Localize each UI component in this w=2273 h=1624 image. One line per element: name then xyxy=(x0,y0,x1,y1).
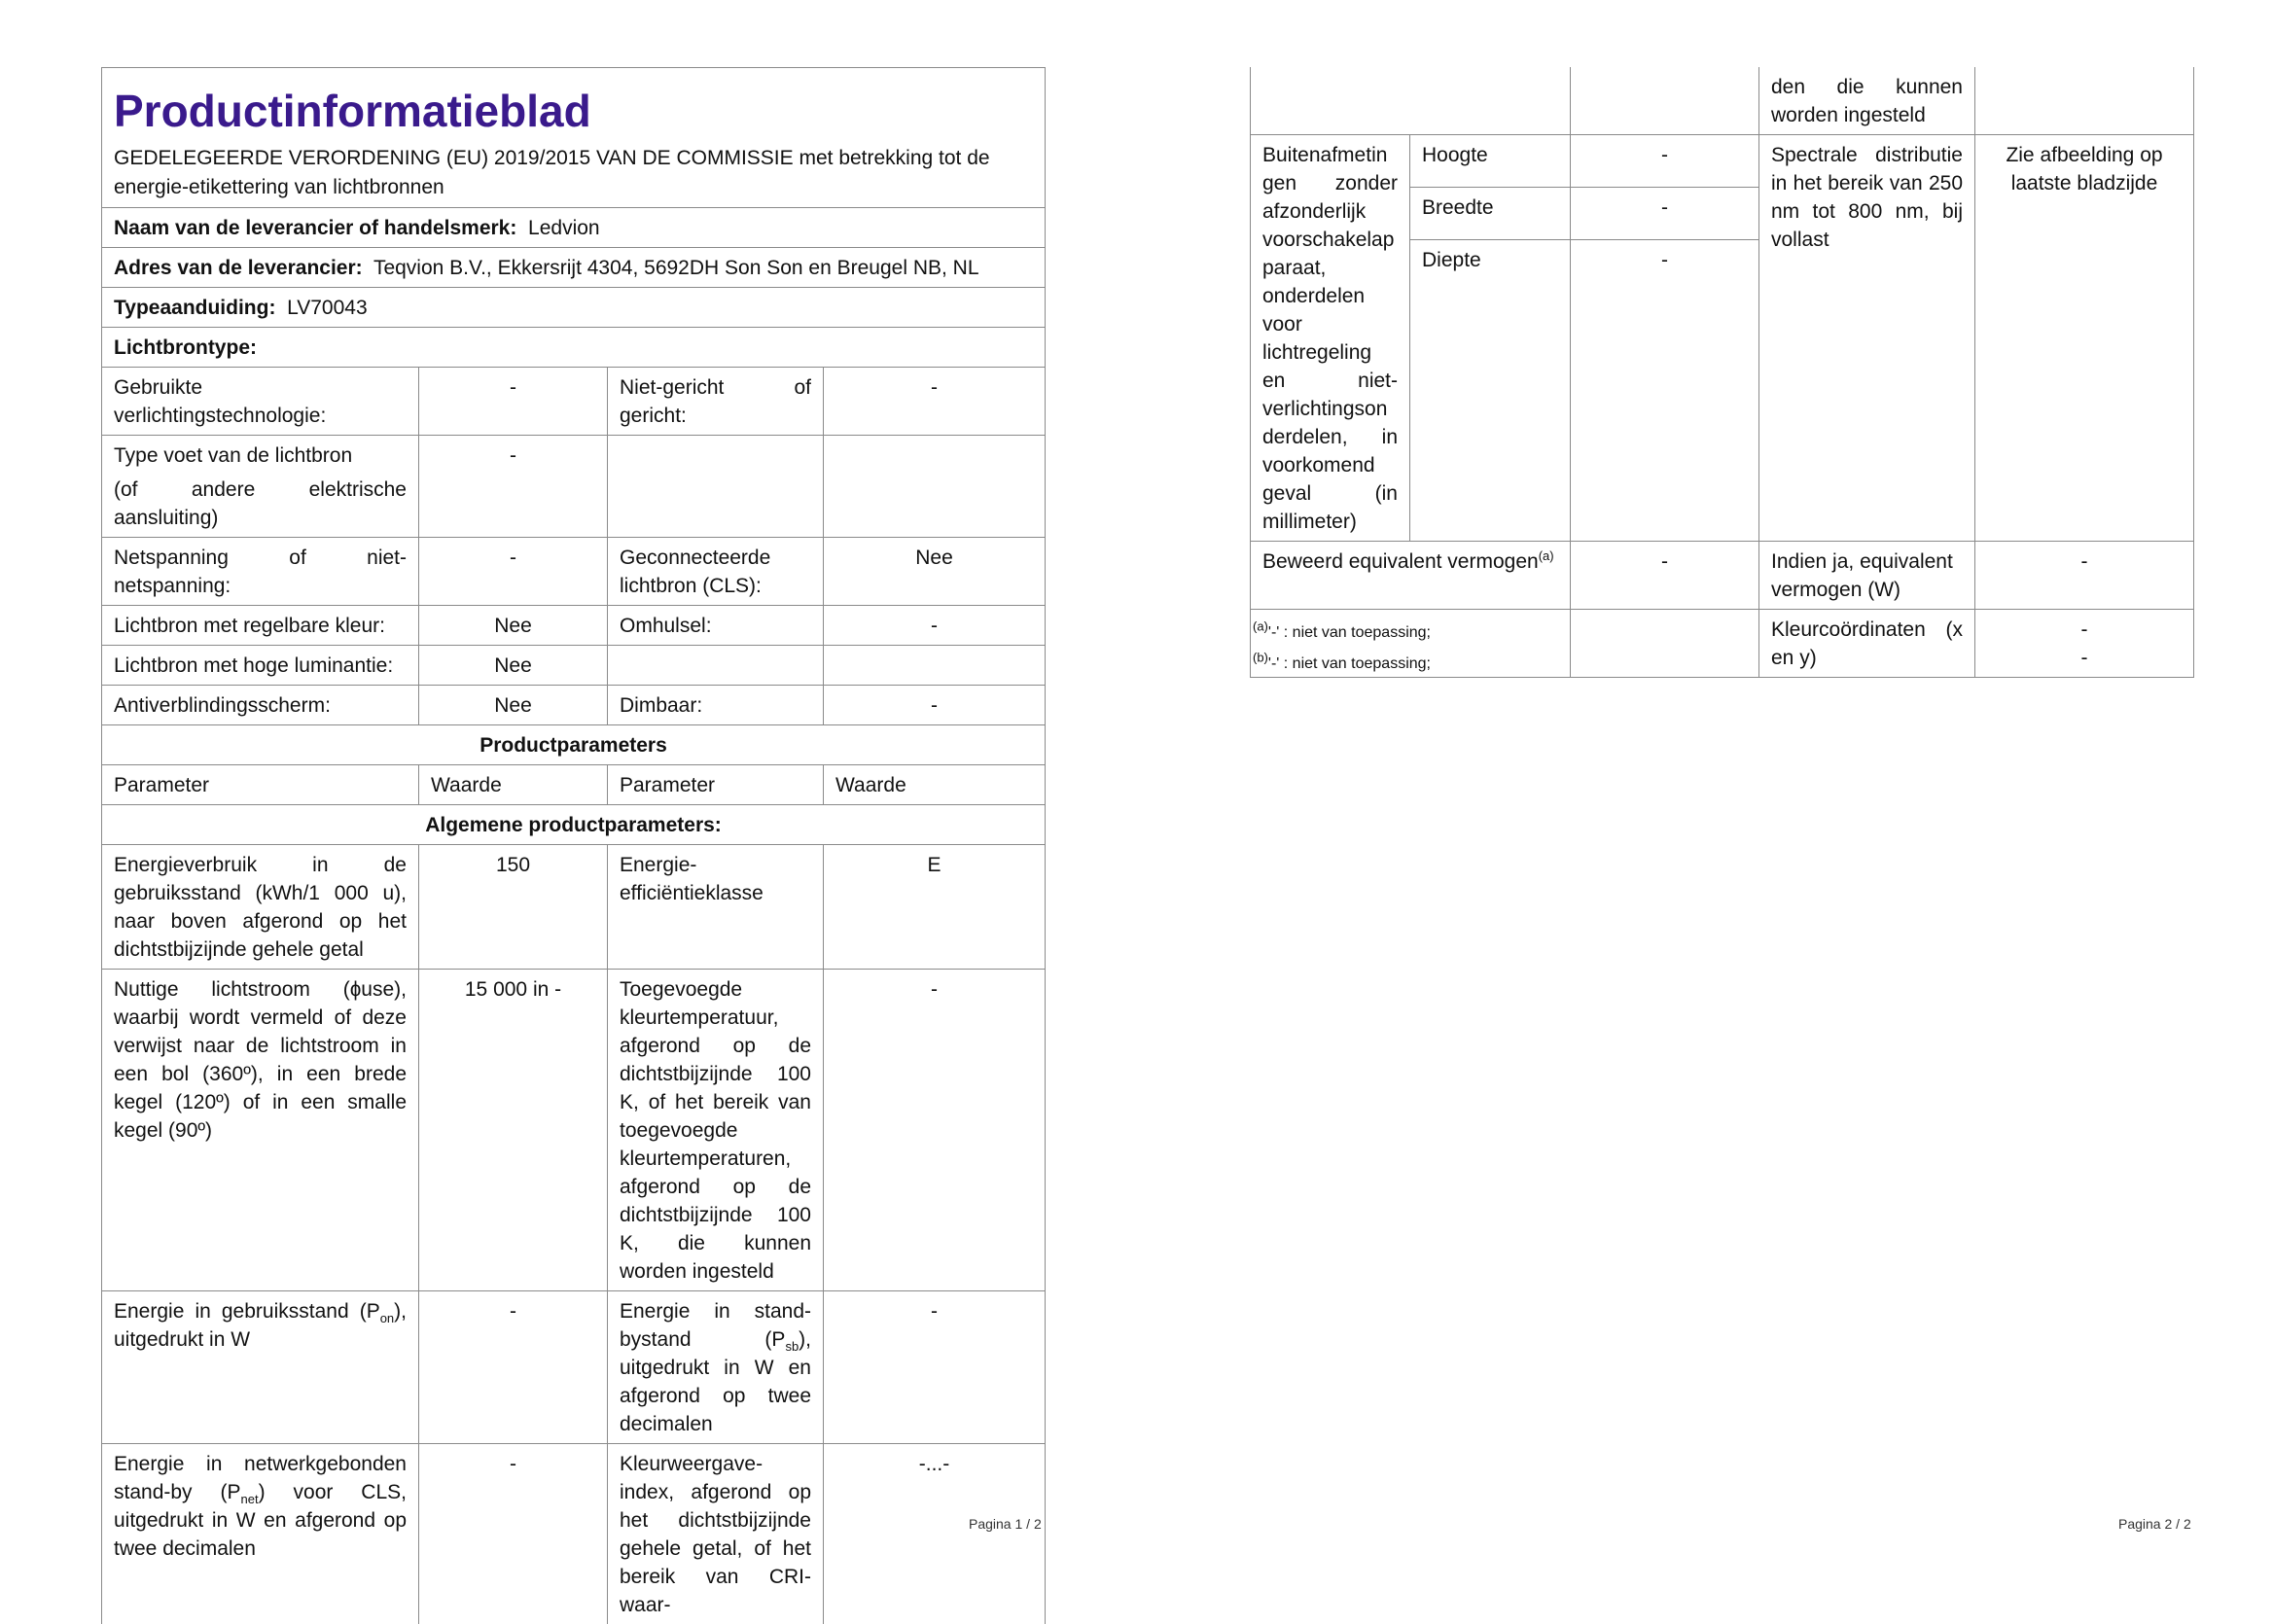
standby-power-value: - xyxy=(824,1291,1046,1444)
footnote-a: $^{(a)}$'-' : niet van toepassing; xyxy=(1253,618,1431,649)
empty-cell xyxy=(1571,610,1759,678)
dimmable-value: - xyxy=(824,686,1046,725)
voltage-value: - xyxy=(419,538,608,606)
cri-value: -...- xyxy=(824,1444,1046,1624)
height-value: - xyxy=(1571,135,1759,188)
col-header-parameter: Parameter xyxy=(608,765,824,805)
depth-label: Diepte xyxy=(1410,240,1571,542)
light-source-type-label: Lichtbrontype: xyxy=(102,328,1046,368)
type-value: LV70043 xyxy=(287,297,368,319)
energy-class-value: E xyxy=(824,845,1046,970)
width-value: - xyxy=(1571,188,1759,240)
equivalent-power-label: Indien ja, equivalent vermogen (W) xyxy=(1759,542,1975,610)
directional-value: - xyxy=(824,368,1046,436)
empty-cell xyxy=(824,436,1046,538)
height-label: Hoogte xyxy=(1410,135,1571,188)
colour-temperature-value: - xyxy=(824,970,1046,1291)
dimensions-label: Buitenafmetingen zonder afzonderlijk voorschakelapparaat, onderdelen voor lichtregeling en niet-verlichtingsonderdelen, in voorkomend geval (in millimeter) xyxy=(1251,135,1410,542)
col-header-value: Waarde xyxy=(824,765,1046,805)
empty-cell xyxy=(608,436,824,538)
energy-consumption-label: Energieverbruik in de gebruiksstand (kWh/1 000 u), naar boven afgerond op het dichtstbijzijnde gehele getal xyxy=(102,845,419,970)
technology-label: Gebruikte verlichtingstechnologie: xyxy=(102,368,419,436)
high-luminance-label: Lichtbron met hoge luminantie: xyxy=(102,646,419,686)
envelope-value: - xyxy=(824,606,1046,646)
supplier-address-value: Teqvion B.V., Ekkersrijt 4304, 5692DH Son Son en Breugel NB, NL xyxy=(373,257,979,279)
dimmable-label: Dimbaar: xyxy=(608,686,824,725)
type-label: Typeaanduiding: xyxy=(114,297,275,319)
cri-label: Kleurweergave-index, afgerond op het dichtstbijzijnde gehele getal, of het bereik van CRI-waar- xyxy=(608,1444,824,1624)
supplier-name-row xyxy=(102,208,1046,248)
cap-type-value: - xyxy=(419,436,608,538)
footnote-b: $^{(b)}$'-' : niet van toepassing; xyxy=(1253,649,1431,680)
page-1 xyxy=(0,0,1136,1607)
col-header-value: Waarde xyxy=(419,765,608,805)
anti-glare-label: Antiverblindingsscherm: xyxy=(102,686,419,725)
chromaticity-label: Kleurcoördinaten (x en y) xyxy=(1759,610,1975,678)
colour-temperature-label: Toegevoegde kleurtemperatuur, afgerond op de dichtstbijzijnde 100 K, of het bereik van toegevoegde kleurtemperaturen, afgerond op de dichtstbijzijnde 100 K, die kunnen worden ingesteld xyxy=(608,970,824,1291)
empty-cell xyxy=(608,646,824,686)
spectral-distribution-value: Zie afbeelding op laatste bladzijde xyxy=(1975,135,2194,542)
tunable-colour-label: Lichtbron met regelbare kleur: xyxy=(102,606,419,646)
cap-type-cell xyxy=(102,436,419,538)
high-luminance-value: Nee xyxy=(419,646,608,686)
equivalent-power-value: - xyxy=(1975,542,2194,610)
luminous-flux-label: Nuttige lichtstroom (ɸuse), waarbij wordt vermeld of deze verwijst naar de lichtstroom in een bol (360º), in een brede kegel (120º) of in een smalle kegel (90º) xyxy=(102,970,419,1291)
tunable-colour-value: Nee xyxy=(419,606,608,646)
page-number: Pagina 1 / 2 xyxy=(969,1516,1042,1532)
width-label: Breedte xyxy=(1410,188,1571,240)
claimed-power-label: Beweerd equivalent vermogen$^{(a)}$ xyxy=(1251,542,1571,610)
page-2 xyxy=(1136,0,2273,1607)
general-parameters-heading: Algemene productparameters: xyxy=(102,805,1046,845)
product-info-table xyxy=(101,67,1046,1624)
header-cell xyxy=(102,68,1046,208)
supplier-name-value: Ledvion xyxy=(528,217,600,239)
depth-value: - xyxy=(1571,240,1759,542)
cap-type-label: Type voet van de lichtbron xyxy=(114,441,407,470)
supplier-address-row xyxy=(102,248,1046,288)
on-mode-power-value: - xyxy=(419,1291,608,1444)
type-row xyxy=(102,288,1046,328)
technology-value: - xyxy=(419,368,608,436)
claimed-power-value: - xyxy=(1571,542,1759,610)
footnotes xyxy=(1253,618,1431,680)
anti-glare-value: Nee xyxy=(419,686,608,725)
cls-label: Geconnecteerde lichtbron (CLS): xyxy=(608,538,824,606)
supplier-address-label: Adres van de leverancier: xyxy=(114,257,363,279)
directional-label: Niet-gericht of gericht: xyxy=(608,368,824,436)
product-info-table-continued xyxy=(1250,67,2194,678)
page-title: Productinformatieblad xyxy=(114,74,1033,138)
voltage-label: Netspanning of niet-netspanning: xyxy=(102,538,419,606)
chromaticity-y: - xyxy=(1987,644,2182,672)
continued-text: den die kunnen worden ingesteld xyxy=(1759,67,1975,135)
product-parameters-heading: Productparameters xyxy=(102,725,1046,765)
chromaticity-value xyxy=(1975,610,2194,678)
energy-consumption-value: 150 xyxy=(419,845,608,970)
empty-cell xyxy=(1975,67,2194,135)
empty-cell xyxy=(824,646,1046,686)
standby-power-label: Energie in stand-bystand $(P_{sb})$, uitgedrukt in W en afgerond op twee decimalen xyxy=(608,1291,824,1444)
chromaticity-x: - xyxy=(1987,616,2182,644)
spectral-distribution-label: Spectrale distributie in het bereik van 250 nm tot 800 nm, bij vollast xyxy=(1759,135,1975,542)
envelope-label: Omhulsel: xyxy=(608,606,824,646)
empty-cell xyxy=(1251,67,1571,135)
supplier-name-label: Naam van de leverancier of handelsmerk: xyxy=(114,217,516,239)
on-mode-power-label: Energie in gebruiksstand $(P_{on})$, uitgedrukt in W xyxy=(102,1291,419,1444)
regulation-subtitle: GEDELEGEERDE VERORDENING (EU) 2019/2015 VAN DE COMMISSIE met betrekking tot de energie-etikettering van lichtbronnen xyxy=(114,144,1033,202)
empty-cell xyxy=(1571,67,1759,135)
network-standby-label: Energie in netwerkgebonden stand-by $(P_{net})$ voor CLS, uitgedrukt in W en afgerond op twee decimalen xyxy=(102,1444,419,1624)
network-standby-value: - xyxy=(419,1444,608,1624)
cls-value: Nee xyxy=(824,538,1046,606)
luminous-flux-value: 15 000 in - xyxy=(419,970,608,1291)
col-header-parameter: Parameter xyxy=(102,765,419,805)
cap-type-label-2: (of andere elektrische aansluiting) xyxy=(114,476,407,532)
energy-class-label: Energie-efficiëntieklasse xyxy=(608,845,824,970)
page-number: Pagina 2 / 2 xyxy=(2118,1516,2191,1532)
